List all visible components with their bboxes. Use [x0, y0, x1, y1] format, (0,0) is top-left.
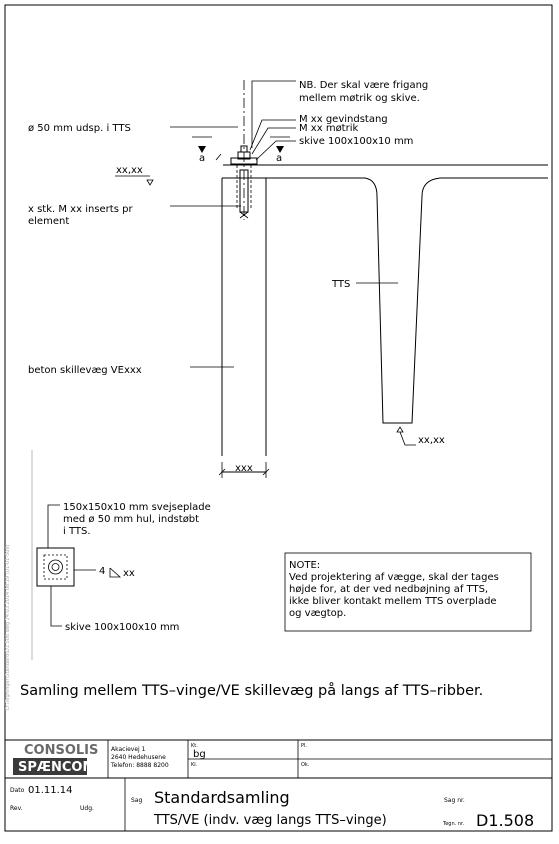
washer-label: skive 100x100x10 mm: [299, 136, 414, 147]
address-line3: Telefon: 8888 8200: [111, 762, 169, 769]
plate-label-line2: med ø 50 mm hul, indstøbt: [63, 514, 200, 525]
logo-spaencom: SPÆNCOM: [18, 760, 96, 775]
section-arrow-left: [198, 146, 206, 153]
kl-label: Kl.: [191, 762, 198, 768]
kt-label: Kt.: [191, 743, 198, 749]
address-line1: Akacievej 1: [111, 746, 146, 753]
logo-consolis: CONSOLIS: [24, 743, 99, 758]
address-line2: 2640 Hedehusene: [111, 754, 166, 761]
tegn-nr-label: Tegn. nr.: [443, 821, 465, 827]
sag-label: Sag: [131, 797, 143, 804]
weld-size-label: xx: [123, 568, 135, 579]
note-line3: ikke bliver kontakt mellem TTS overplade: [289, 596, 497, 607]
rev-label: Rev.: [10, 805, 23, 812]
note-line2: højde for, at der ved nedbøjning af TTS,: [289, 584, 489, 595]
note-title: NOTE:: [289, 560, 321, 571]
rod-label: M xx gevindstang: [299, 114, 388, 125]
nb-leader: [252, 81, 296, 148]
pl-label: Pl.: [301, 743, 307, 749]
tts-label: TTS: [332, 279, 351, 290]
width-dimension-label: xxx: [235, 463, 253, 474]
level-bottom-label: xx,xx: [418, 435, 445, 446]
udg-label: Udg.: [80, 805, 94, 812]
note-line1: Ved projektering af vægge, skal der tages: [289, 572, 499, 583]
margin-stamp: D:\Tegninger\Standard\D1.508.dwg 24.03.2014 08:19 (01-01-508): [5, 544, 11, 710]
plate-label-line1: 150x150x10 mm svejseplade: [63, 502, 211, 513]
weld-label: 4: [99, 566, 106, 577]
detail-caption: Samling mellem TTS–vinge/VE skillevæg på langs af TTS–ribber.: [20, 683, 484, 699]
washer-label-2: skive 100x100x10 mm: [65, 622, 180, 633]
drawing-number: D1.508: [476, 811, 535, 830]
drawing-title: Standardsamling: [154, 788, 290, 807]
washer-leader-2: [51, 586, 62, 626]
plate-leader: [48, 505, 60, 548]
section-label-a-left: a: [199, 153, 206, 164]
nut-label: M xx møtrik: [299, 123, 359, 134]
sag-nr-label: Sag nr.: [444, 797, 465, 804]
ok-label: Ok.: [301, 762, 310, 768]
level-line-bottom: [400, 432, 416, 445]
wall-label: beton skillevæg VExxx: [28, 365, 142, 376]
nb-note-line2: mellem møtrik og skive.: [299, 93, 420, 104]
kt-value: bg: [193, 749, 206, 760]
inserts-label-line2: element: [28, 216, 70, 227]
plate-outline: [37, 548, 74, 586]
nb-note-line1: NB. Der skal være frigang: [299, 80, 429, 91]
hole-label: ø 50 mm udsp. i TTS: [28, 123, 131, 134]
inserts-label-line1: x stk. M xx inserts pr: [28, 204, 133, 215]
section-label-a-right: a: [276, 153, 283, 164]
date-label: Dato: [10, 787, 25, 794]
date-value: 01.11.14: [28, 785, 73, 796]
weld-symbol: [110, 568, 120, 577]
note-line4: og vægtop.: [289, 608, 347, 619]
tts-rib: [365, 178, 440, 423]
plate-label-line3: i TTS.: [63, 526, 91, 537]
section-arrow-right: [276, 146, 284, 153]
level-top-label: xx,xx: [116, 165, 143, 176]
drawing-subtitle: TTS/VE (indv. væg langs TTS–vinge): [154, 813, 387, 828]
